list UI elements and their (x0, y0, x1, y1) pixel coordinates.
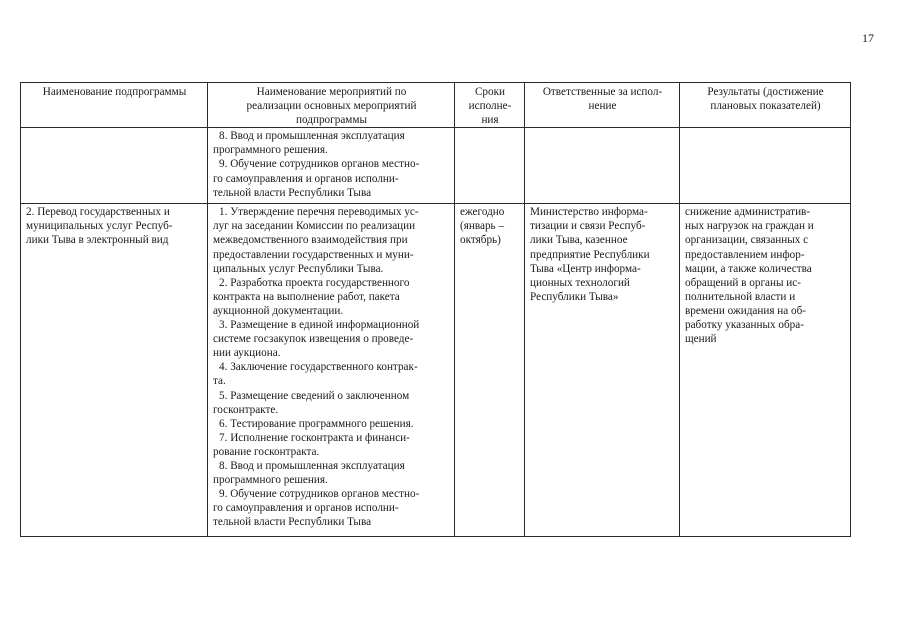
measure-item (213, 157, 450, 199)
measure-text-line: 4. Заключение государственного контрак- (219, 361, 418, 374)
measure-text-line: программного решения. (213, 144, 328, 157)
cell-text-line: Ответственные за испол- (542, 86, 663, 98)
measure-text-line: аукционной документации. (213, 304, 344, 317)
table-row-subprogram-2 (21, 204, 851, 537)
measure-text-line: программного решения. (213, 474, 328, 487)
cell-text-line: Наименование мероприятий по (256, 86, 407, 98)
header-subprogram-name (21, 83, 208, 128)
cell-responsible (525, 204, 680, 537)
measure-item (213, 389, 450, 417)
cell-subprogram (21, 204, 208, 537)
cell-text-line: Наименование подпрограммы (42, 86, 187, 98)
cell-text-line: Министерство информа- (530, 206, 648, 219)
cell-text-line: Сроки (474, 86, 506, 98)
measure-text-line: тельной власти Республики Тыва (213, 186, 372, 199)
measure-text-line: го самоуправления и органов исполни- (213, 502, 399, 515)
cell-text-line: исполне- (468, 100, 512, 113)
measure-item (213, 417, 450, 431)
measure-item (213, 487, 450, 529)
cell-text-line: ния (481, 114, 499, 127)
cell-results (680, 128, 851, 204)
cell-text-line: предприятие Республики (530, 248, 650, 261)
cell-text-line: лики Тыва, казенное (530, 234, 628, 247)
page-number: 17 (862, 31, 874, 45)
cell-text-line: подпрограммы (296, 114, 367, 127)
measure-text-line: госконтракте. (213, 403, 279, 416)
measure-text-line: 2. Разработка проекта государственного (219, 276, 410, 289)
table-header-row (21, 83, 851, 128)
cell-text-line: снижение административ- (685, 206, 811, 219)
measure-text-line: 3. Размещение в единой информационной (219, 319, 420, 332)
measure-item (213, 431, 450, 459)
cell-text-line: октябрь) (460, 234, 501, 247)
measure-text-line: предоставлении государственных и муни- (213, 248, 414, 261)
measure-text-line: го самоуправления и органов исполни- (213, 172, 399, 185)
measure-text-line: 9. Обучение сотрудников органов местно- (219, 158, 420, 171)
cell-measures (208, 204, 455, 537)
subprogram-table (20, 82, 851, 537)
measure-item (213, 276, 450, 318)
cell-text-line: нение (588, 100, 617, 113)
table-row-continuation (21, 128, 851, 204)
cell-results (680, 204, 851, 537)
cell-measures (208, 128, 455, 204)
measure-text-line: системе госзакупок извещения о проведе- (213, 333, 414, 346)
cell-text-line: обращений в органы ис- (685, 276, 801, 289)
header-responsible (525, 83, 680, 128)
cell-text-line: реализации основных мероприятий (246, 100, 417, 113)
measure-text-line: контракта на выполнение работ, пакета (213, 290, 400, 303)
measure-item (213, 205, 450, 275)
measure-text-line: 5. Размещение сведений о заключенном (219, 389, 410, 402)
measure-text-line: 6. Тестирование программного решения. (219, 417, 414, 430)
cell-text-line: ежегодно (460, 206, 505, 219)
cell-responsible (525, 128, 680, 204)
measure-text-line: нии аукциона. (213, 347, 281, 360)
cell-text-line: организации, связанных с (685, 234, 809, 247)
cell-text-line: полнительной власти и (685, 290, 796, 303)
measure-text-line: тельной власти Республики Тыва (213, 516, 372, 529)
cell-terms (455, 204, 525, 537)
header-results (680, 83, 851, 128)
measure-text-line: 8. Ввод и промышленная эксплуатация (219, 459, 405, 472)
cell-text-line: тизации и связи Респуб- (530, 220, 646, 233)
cell-text-line: работку указанных обра- (685, 319, 804, 332)
measure-text-line: 7. Исполнение госконтракта и финанси- (219, 431, 410, 444)
measure-item (213, 360, 450, 388)
measure-text-line: ципальных услуг Республики Тыва. (213, 262, 384, 275)
cell-text-line: времени ожидания на об- (685, 304, 807, 317)
measure-text-line: 1. Утверждение перечня переводимых ус- (219, 206, 419, 219)
cell-text-line: мации, а также количества (685, 262, 812, 275)
measure-item (213, 129, 450, 157)
cell-text-line: щений (685, 333, 717, 346)
measure-text-line: рование госконтракта. (213, 445, 320, 458)
cell-text-line: 2. Перевод государственных и (26, 206, 170, 219)
cell-text-line: Тыва «Центр информа- (530, 262, 641, 275)
measure-item (213, 318, 450, 360)
cell-text-line: лики Тыва в электронный вид (26, 234, 169, 247)
cell-text-line: (январь – (460, 220, 505, 233)
cell-text-line: Республики Тыва» (530, 290, 619, 303)
cell-text-line: предоставлением инфор- (685, 248, 805, 261)
cell-text-line: плановых показателей) (710, 100, 821, 113)
cell-subprogram (21, 128, 208, 204)
measure-text-line: та. (213, 375, 226, 388)
header-measures-name (208, 83, 455, 128)
cell-text-line: ционных технологий (530, 276, 630, 289)
measure-text-line: луг на заседании Комиссии по реализации (213, 220, 416, 233)
measure-item (213, 459, 450, 487)
cell-text-line: муниципальных услуг Респуб- (26, 220, 173, 233)
cell-text-line: Результаты (достижение (707, 86, 824, 98)
measure-text-line: межведомственного взаимодействия при (213, 234, 408, 247)
cell-text-line: ных нагрузок на граждан и (685, 220, 814, 233)
header-terms (455, 83, 525, 128)
measure-text-line: 8. Ввод и промышленная эксплуатация (219, 130, 405, 143)
measure-text-line: 9. Обучение сотрудников органов местно- (219, 488, 420, 501)
cell-terms (455, 128, 525, 204)
